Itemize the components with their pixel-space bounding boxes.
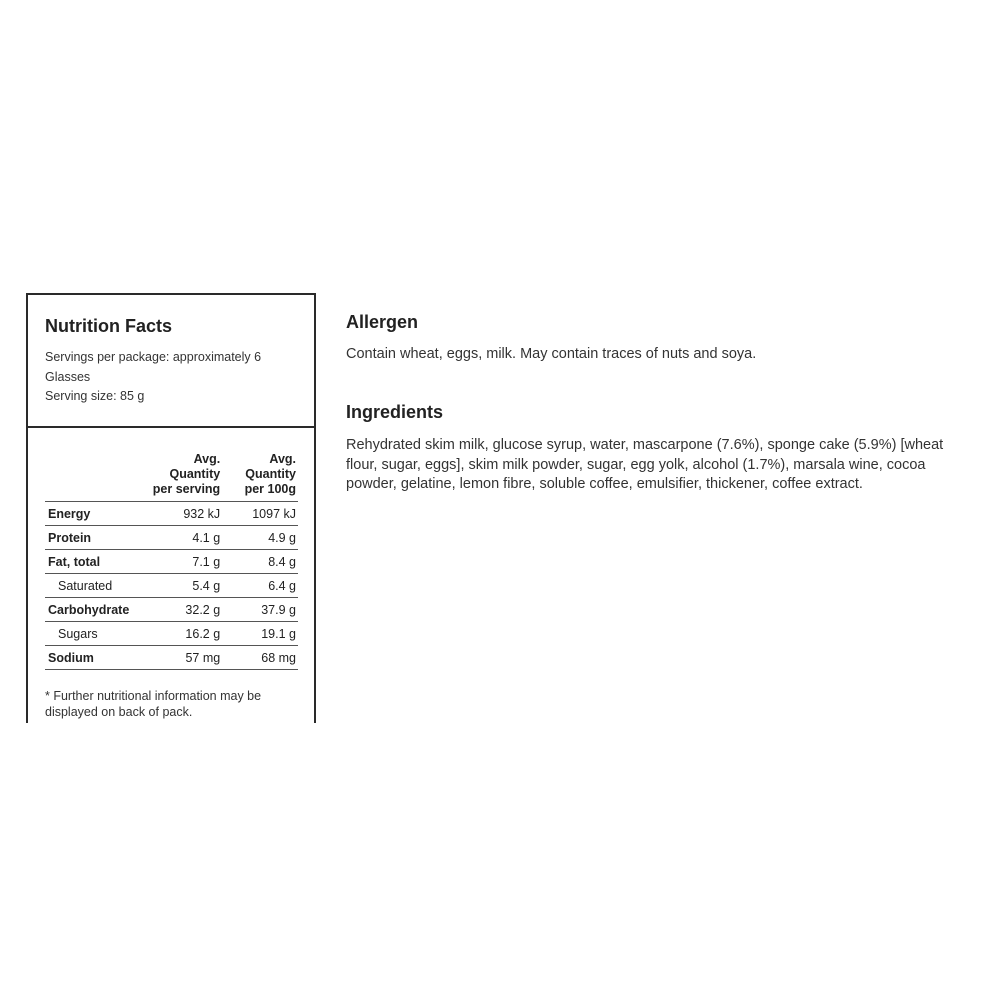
per-serving-value: 932 kJ	[150, 502, 222, 526]
nutrition-facts-header	[28, 295, 314, 428]
per-serving-column-header	[150, 452, 222, 502]
per-serving-value: 16.2 g	[150, 622, 222, 646]
nutrient-name: Sodium	[45, 646, 150, 670]
table-row	[45, 550, 298, 574]
table-row	[45, 646, 298, 670]
per-serving-header-line: Avg.	[193, 452, 221, 466]
per-serving-value: 57 mg	[150, 646, 222, 670]
per-serving-value: 4.1 g	[150, 526, 222, 550]
table-row	[45, 622, 298, 646]
table-row	[45, 526, 298, 550]
per-100g-value: 6.4 g	[222, 574, 298, 598]
nutrition-table	[45, 452, 298, 670]
nutrient-column-header	[45, 452, 150, 502]
per-100g-column-header	[222, 452, 298, 502]
nutrient-name: Energy	[45, 502, 150, 526]
nutrition-facts-title: Nutrition Facts	[45, 316, 173, 336]
per-serving-value: 32.2 g	[150, 598, 222, 622]
per-100g-value: 4.9 g	[222, 526, 298, 550]
nutrition-table-header	[45, 452, 298, 502]
nutrient-name: Protein	[45, 526, 150, 550]
nutrition-footnote: * Further nutritional information may be displayed on back of pack.	[45, 689, 262, 719]
nutrient-name: Fat, total	[45, 550, 150, 574]
per-100g-header-line: Quantity	[245, 467, 296, 481]
per-serving-header-line: per serving	[152, 482, 221, 496]
per-100g-value: 1097 kJ	[222, 502, 298, 526]
serving-size: Serving size: 85 g	[45, 389, 145, 403]
allergen-heading: Allergen	[346, 312, 419, 332]
per-serving-header-line: Quantity	[169, 467, 221, 481]
per-serving-value: 5.4 g	[150, 574, 222, 598]
ingredients-text: Rehydrated skim milk, glucose syrup, water, mascarpone (7.6%), sponge cake (5.9%) [wheat flour, sugar, eggs], skim milk powder, sugar, egg yolk, alcohol (1.7%), marsala wine, cocoa powder, gelatine, lemon fibre, soluble coffee, emulsifier, thickener, coffee extract.	[346, 437, 944, 492]
nutrient-name: Saturated	[45, 574, 150, 598]
nutrient-name: Sugars	[45, 622, 150, 646]
per-100g-value: 8.4 g	[222, 550, 298, 574]
table-row	[45, 598, 298, 622]
table-row	[45, 574, 298, 598]
servings-per-package: Servings per package: approximately 6	[45, 350, 262, 364]
nutrient-name: Carbohydrate	[45, 598, 150, 622]
per-100g-header-line: Avg.	[269, 452, 296, 466]
ingredients-heading: Ingredients	[346, 402, 444, 422]
nutrition-facts-panel	[26, 293, 316, 723]
table-row	[45, 502, 298, 526]
per-100g-value: 19.1 g	[222, 622, 298, 646]
servings-unit: Glasses	[45, 370, 91, 384]
per-100g-value: 37.9 g	[222, 598, 298, 622]
per-serving-value: 7.1 g	[150, 550, 222, 574]
allergen-text: Contain wheat, eggs, milk. May contain traces of nuts and soya.	[346, 346, 757, 362]
per-100g-header-line: per 100g	[244, 482, 296, 496]
per-100g-value: 68 mg	[222, 646, 298, 670]
